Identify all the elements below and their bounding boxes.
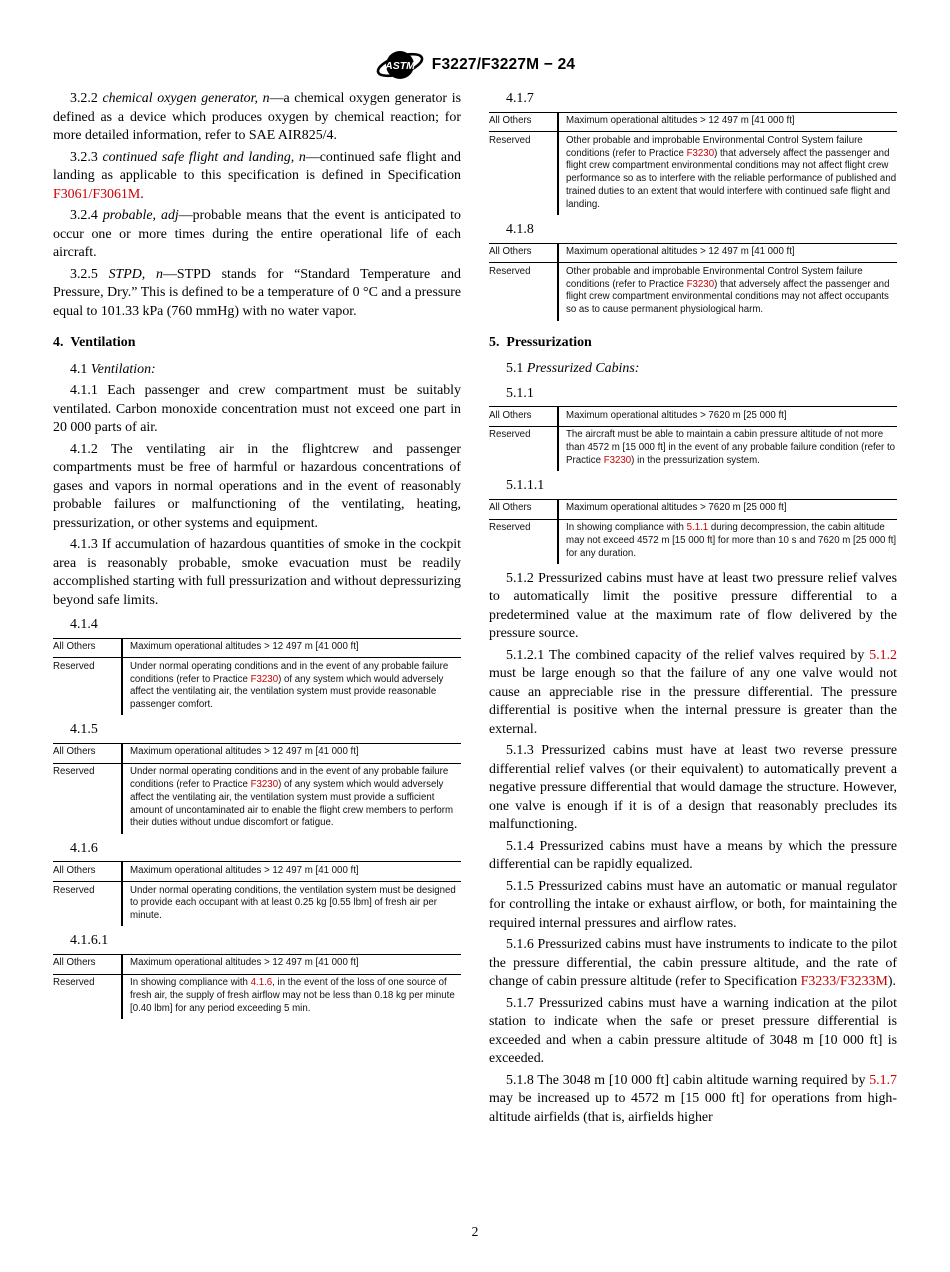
text-run: Under normal operating conditions and in the event of any probable failure conditions (refer to Practice <box>130 766 449 791</box>
right-column <box>489 90 897 1130</box>
paragraph <box>53 361 461 380</box>
text-run: ) of any system which would adversely affect the ventilating air, the ventilation system must provide a sufficient amount of uncontaminated air to enable the flight crew members to perform their duties without undue discomfort or fatigue. <box>130 779 454 829</box>
paragraph <box>53 382 461 438</box>
text-run: 5.1.2.1 The combined capacity of the relief valves required by <box>506 647 870 663</box>
ref-link[interactable]: F3230 <box>250 779 279 791</box>
table-row <box>53 955 461 975</box>
text-run: Maximum operational altitudes > 12 497 m [41 000 ft] <box>130 957 359 969</box>
requirement-table <box>53 954 461 1019</box>
requirement-table <box>53 638 461 716</box>
requirement-table <box>489 243 897 321</box>
text-run: 5.1 <box>506 361 527 377</box>
clause-number: 4.1.4 <box>70 617 98 632</box>
table-row-label: Reserved <box>489 429 531 441</box>
table-row-content <box>121 744 461 763</box>
ref-link[interactable]: 5.1.1 <box>686 522 709 534</box>
table-row-label: All Others <box>489 502 532 514</box>
paragraph <box>489 936 897 992</box>
ref-link[interactable]: F3230 <box>686 147 715 159</box>
text-run: 3.2.3 <box>70 149 103 165</box>
paragraph <box>489 1072 897 1128</box>
table-row-content <box>121 658 461 715</box>
table-row-label: All Others <box>489 246 532 258</box>
table-row <box>489 500 897 520</box>
table-row-label: Reserved <box>489 265 531 277</box>
table-row <box>53 764 461 834</box>
text-run: ) that adversely affect the passenger and flight crew compartment environmental conditions may not affect occupants so as to cause permanent physiological harm. <box>566 278 890 316</box>
document-title: F3227/F3227M − 24 <box>431 56 576 73</box>
page-footer <box>0 1224 950 1240</box>
requirement-table <box>489 499 897 564</box>
ref-link[interactable]: F3061/F3061M <box>53 186 141 202</box>
text-run: —continued safe flight and landing as applicable to this specification is defined in Specification <box>53 149 461 183</box>
paragraph <box>489 995 897 1069</box>
table-row <box>53 862 461 882</box>
text-run: Maximum operational altitudes > 12 497 m [41 000 ft] <box>130 641 359 652</box>
table-row-label: Reserved <box>53 977 95 989</box>
left-column <box>53 90 461 1025</box>
text-run: . <box>140 186 144 202</box>
table-row <box>53 975 461 1019</box>
table-row-label: All Others <box>53 641 96 652</box>
text-run: ) that adversely affect the passenger and flight crew compartment environmental conditions may not affect flight crew performance so as to interfere with the reliable performance of published and trained duties to an extent that would interfere with continued safe flight and landing. <box>566 147 897 210</box>
text-run: may be increased up to 4572 m [15 000 ft] for operations from high-altitude airfields (that is, airfields higher <box>489 1091 897 1125</box>
table-row <box>489 263 897 320</box>
paragraph <box>53 441 461 534</box>
table-row-content <box>121 639 461 658</box>
astm-logo-icon <box>375 44 425 86</box>
text-run: Maximum operational altitudes > 12 497 m [41 000 ft] <box>566 246 795 258</box>
table-row-label: Reserved <box>53 660 95 672</box>
text-run: 3.2.5 <box>70 266 109 282</box>
table-row-label: All Others <box>53 957 96 969</box>
page-header <box>0 44 950 86</box>
table-row <box>53 658 461 715</box>
paragraph <box>53 90 461 146</box>
clause-number: 4.1.6.1 <box>70 933 109 949</box>
paragraph <box>53 149 461 205</box>
text-run: 5.1.5 Pressurized cabins must have an automatic or manual regulator for controlling the intake or exhaust airflow, or both, for maintaining the required internal pressures and airflow rates. <box>489 878 897 931</box>
paragraph <box>489 570 897 644</box>
paragraph <box>53 266 461 322</box>
text-run: —a chemical oxygen generator is defined as a device which produces oxygen by chemical reaction; for more detailed information, refer to SAE AIR825/4. <box>53 91 461 143</box>
table-row <box>489 427 897 471</box>
paragraph <box>53 207 461 263</box>
clause-number: 5.1.1.1 <box>506 478 545 494</box>
text-run: ) of any system which would adversely affect the ventilating air, the ventilation system must provide reasonable passenger comfort. <box>130 673 444 711</box>
text-run: In showing compliance with <box>130 977 251 989</box>
clause-number: 4.1.7 <box>506 91 534 106</box>
paragraph <box>489 360 897 379</box>
text-run: 4.1.1 Each passenger and crew compartment must be suitably ventilated. Carbon monoxide concentration must not exceed one part in 20 000 parts of air. <box>53 383 461 435</box>
text-run: ). <box>887 974 896 990</box>
ref-link[interactable]: F3230 <box>603 454 632 466</box>
table-row-content <box>121 882 461 926</box>
paragraph <box>489 742 897 835</box>
table-row-content <box>557 263 897 320</box>
text-run: 4.1 <box>70 361 91 377</box>
table-row-label: Reserved <box>489 522 531 534</box>
ref-link[interactable]: 5.1.7 <box>869 1072 897 1088</box>
text-run: must be large enough so that the failure of any one valve would not cause an appreciable rise in the pressure differential. The pressure differential is positive when the internal pressure is greater than the external. <box>489 666 897 737</box>
defined-term: continued safe flight and landing, n <box>102 149 306 165</box>
requirement-table <box>53 861 461 926</box>
section-heading: 4. Ventilation <box>53 335 136 350</box>
text-run: The aircraft must be able to maintain a cabin pressure altitude of not more than 4572 m [15 000 ft] in the event of any probable failure condition (refer to Practice <box>566 429 896 466</box>
astm-logo-text: ASTM <box>384 60 415 72</box>
text-run: In showing compliance with <box>566 522 687 534</box>
text-run: Maximum operational altitudes > 12 497 m [41 000 ft] <box>130 746 359 758</box>
table-row-content <box>121 975 461 1019</box>
text-run: 4.1.2 The ventilating air in the flightcrew and passenger compartments must be free of harmful or hazardous concentrations of gases and vapors in normal operations and in the event of reasonably probable failures or malfunctioning of the ventilating, heating, pressurization, or other systems and equipment. <box>53 441 461 531</box>
clause-number: 4.1.5 <box>70 722 98 738</box>
table-row-content <box>121 862 461 881</box>
text-run: , in the event of the loss of one source of fresh air, the supply of fresh airflow may not be less than 0.18 kg per minute [0.40 lbm] for any period exceeding 5 min. <box>130 977 455 1014</box>
table-row <box>53 882 461 926</box>
text-run: 5.1.7 Pressurized cabins must have a warning indication at the pilot station to indicate when the safe or preset pressure differential is exceeded and when a cabin pressure altitude of 3048 m [10 000 ft] is exceeded. <box>489 995 897 1067</box>
table-row-label: All Others <box>489 409 532 421</box>
text-run: Maximum operational altitudes > 12 497 m [41 000 ft] <box>130 864 359 876</box>
text-run: during decompression, the cabin altitude may not exceed 4572 m [15 000 ft] for more than 10 s and 7620 m [25 000 ft] for any duration. <box>566 522 897 559</box>
table-row <box>489 407 897 427</box>
clause-number: 5.1.1 <box>506 385 534 401</box>
text-run: 5.1.3 Pressurized cabins must have at least two reverse pressure differential relief valves (or their equivalent) to automatically prevent a negative pressure differential that would damage the structure. However, one valve is enough if it is of a design that reasonably precludes its malfunctioning. <box>489 743 897 833</box>
ref-link[interactable]: 5.1.2 <box>869 647 897 663</box>
table-row-label: Reserved <box>53 884 95 896</box>
table-row-content <box>557 244 897 263</box>
text-run: 3.2.4 <box>70 208 103 223</box>
table-row-content <box>557 520 897 564</box>
table-row-label: Reserved <box>489 134 531 146</box>
table-row-content <box>121 764 461 834</box>
text-run: Maximum operational altitudes > 7620 m [25 000 ft] <box>566 502 787 514</box>
text-run: —probable means that the event is anticipated to occur one or more times during the entire operational life of each aircraft. <box>53 208 461 260</box>
clause-number: 4.1.8 <box>506 222 534 238</box>
defined-term: STPD, n <box>108 266 163 282</box>
table-row-label: All Others <box>489 115 532 126</box>
defined-term: Ventilation: <box>90 361 156 377</box>
table-row-label: Reserved <box>53 766 95 778</box>
ref-link[interactable]: F3230 <box>250 673 279 685</box>
paragraph <box>489 878 897 934</box>
paragraph <box>489 838 897 875</box>
text-run: ) in the pressurization system. <box>631 454 760 466</box>
text-run: Other probable and improbable Environmental Control System failure conditions (refer to Practice <box>566 265 863 290</box>
table-row-label: All Others <box>53 746 96 758</box>
table-row-content <box>121 955 461 974</box>
clause-number: 4.1.6 <box>70 840 98 856</box>
table-row-label: All Others <box>53 864 96 876</box>
text-run: 5.1.8 The 3048 m [10 000 ft] cabin altitude warning required by <box>506 1072 870 1088</box>
text-run: Other probable and improbable Environmental Control System failure conditions (refer to Practice <box>566 134 863 159</box>
table-row-content <box>557 132 897 215</box>
defined-term: probable, adj <box>102 208 179 223</box>
text-run: 5.1.6 Pressurized cabins must have instruments to indicate to the pilot the pressure differential, the cabin pressure altitude, and the rate of change of cabin pressure altitude (refer to Specification <box>489 937 897 990</box>
table-row-content <box>557 427 897 471</box>
requirement-table <box>53 743 461 834</box>
text-run: Under normal operating conditions and in the event of any probable failure conditions (refer to Practice <box>130 660 449 685</box>
text-run: 3.2.2 <box>70 91 103 106</box>
table-row <box>53 639 461 659</box>
table-row <box>489 113 897 133</box>
text-run: 5.1.4 Pressurized cabins must have a means by which the pressure differential can be rapidly equalized. <box>489 838 897 873</box>
section-heading: 5. Pressurization <box>489 334 592 350</box>
table-row-content <box>557 500 897 519</box>
ref-link[interactable]: 4.1.6 <box>250 977 273 989</box>
table-row <box>489 132 897 215</box>
ref-link[interactable]: F3230 <box>686 278 715 290</box>
table-row-content <box>557 407 897 426</box>
text-run: 5.1.2 Pressurized cabins must have at least two pressure relief valves to automatically limit the positive pressure differential to a predetermined value at the maximum rate of flow delivered by the pressure source. <box>489 570 897 642</box>
table-row <box>489 520 897 564</box>
text-run: 4.1.3 If accumulation of hazardous quantities of smoke in the cockpit area is reasonably probable, smoke evacuation must be readily accomplished starting with full pressurization and without depressurizing beyond safe limits. <box>53 537 461 608</box>
requirement-table <box>489 406 897 471</box>
table-row <box>489 244 897 264</box>
paragraph <box>53 536 461 610</box>
text-run: Maximum operational altitudes > 12 497 m [41 000 ft] <box>566 115 795 126</box>
ref-link[interactable]: F3233/F3233M <box>800 974 888 990</box>
table-row <box>53 744 461 764</box>
table-row-content <box>557 113 897 132</box>
text-run: Maximum operational altitudes > 7620 m [25 000 ft] <box>566 409 787 421</box>
text-run: Under normal operating conditions, the ventilation system must be designed to provide each occupant with at least 0.25 kg [0.55 lbm] of fresh air per minute. <box>130 884 456 922</box>
defined-term: Pressurized Cabins: <box>526 361 640 377</box>
defined-term: chemical oxygen generator, n <box>102 91 270 106</box>
text-run: —STPD stands for “Standard Temperature and Pressure, Dry.” This is defined to be a temperature of 0 °C and a pressure equal to 101.33 kPa (760 mmHg) with no water vapor. <box>53 266 461 319</box>
page-number: 2 <box>471 1224 479 1239</box>
paragraph <box>489 647 897 740</box>
requirement-table <box>489 112 897 216</box>
